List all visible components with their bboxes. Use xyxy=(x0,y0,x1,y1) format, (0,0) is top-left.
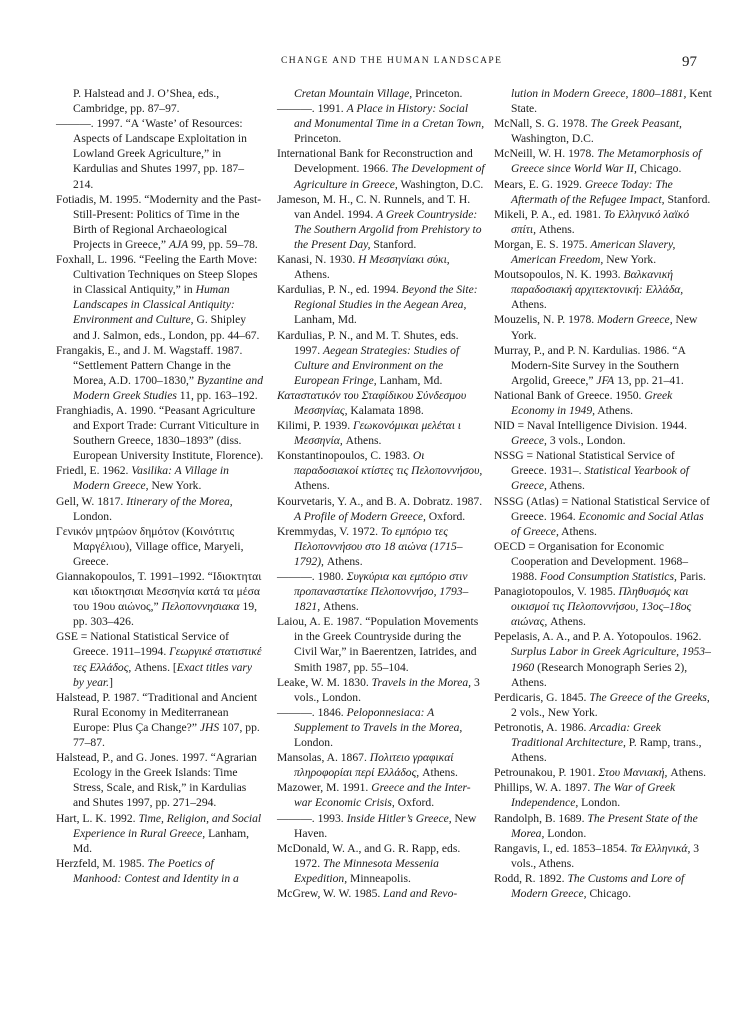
reference-entry: Konstantinopoulos, C. 1983. Οι παραδοσιακοί κτίστες τις Πελοποννήσου, Athens. xyxy=(277,449,483,493)
reference-entry: McNeill, W. H. 1978. The Metamorphosis of Greece since World War II, Chicago. xyxy=(494,147,702,176)
reference-entry: Mazower, M. 1991. Greece and the Inter-war Economic Crisis, Oxford. xyxy=(277,781,471,810)
running-title: CHANGE AND THE HUMAN LANDSCAPE xyxy=(281,56,503,66)
reference-entry: McDonald, W. A., and G. R. Rapp, eds. 1972. The Minnesota Messenia Expedition, Minneapolis. xyxy=(277,841,461,885)
reference-entry: Hart, L. K. 1992. Time, Religion, and Social Experience in Rural Greece, Lanham, Md. xyxy=(56,811,262,855)
reference-entry: McGrew, W. W. 1985. Land and Revo- xyxy=(277,886,458,900)
reference-entry: Giannakopoulos, T. 1991–1992. “Ιδιοκτηται και ιδιοκτησιαι Μεσσηνία κατά τα μέσα του 19ου αιώνος,” Πελοποννησιακα 19, pp. 303–426. xyxy=(56,570,262,629)
reference-entry: Frangakis, E., and J. M. Wagstaff. 1987. “Settlement Pattern Change in the Morea, A.D. 1700–1830,” Byzantine and Modern Greek Studies 11, pp. 163–192. xyxy=(56,343,263,402)
reference-entry: lution in Modern Greece, 1800–1881, Kent State. xyxy=(511,87,712,116)
reference-entry: Murray, P., and P. N. Kardulias. 1986. “A Modern-Site Survey in the Southern Argolid, Greece,” JFA 13, pp. 21–41. xyxy=(494,343,686,387)
reference-entry: Moutsopoulos, N. K. 1993. Βαλκανική παραδοσιακή αρχιτεκτονική: Ελλάδα, Athens. xyxy=(494,268,684,312)
reference-entry: Mikeli, P. A., ed. 1981. Το Ελληνικό λαϊκό σπίτι, Athens. xyxy=(494,207,690,236)
reference-entry: Γενικόν μητρώον δημότον (Κοινότιτις Μαργέλιου), Village office, Maryeli, Greece. xyxy=(56,524,244,568)
reference-entry: National Bank of Greece. 1950. Greek Economy in 1949, Athens. xyxy=(494,388,673,417)
reference-entry: Franghiadis, A. 1990. “Peasant Agriculture and Export Trade: Currant Viticulture in Southern Greece, 1830–1893” (diss. European University Institute, Florence). xyxy=(56,403,264,463)
reference-entry: Gell, W. 1817. Itinerary of the Morea, London. xyxy=(56,494,233,523)
reference-entry: McNall, S. G. 1978. The Greek Peasant, Washington, D.C. xyxy=(494,117,682,146)
reference-entry: Rodd, R. 1892. The Customs and Lore of Modern Greece, Chicago. xyxy=(494,871,685,900)
reference-entry: Cretan Mountain Village, Princeton. xyxy=(294,87,463,100)
reference-entry: Καταστατικόν του Σταφίδικου Σύνδεσμου Μεσσηνίας, Kalamata 1898. xyxy=(277,388,467,417)
reference-entry: OECD = Organisation for Economic Cooperation and Development. 1968–1988. Food Consumption Statistics, Paris. xyxy=(494,539,706,583)
reference-entry: Perdicaris, G. 1845. The Greece of the Greeks, 2 vols., New York. xyxy=(494,690,710,719)
reference-entry: Mears, E. G. 1929. Greece Today: The Aftermath of the Refugee Impact, Stanford. xyxy=(494,177,711,206)
reference-entry: Kremmydas, V. 1972. Το εμπόριο τες Πελοποννήσου στο 18 αιώνα (1715–1792), Athens. xyxy=(277,524,463,568)
reference-entry: Kilimi, P. 1939. Γεωκονόμικαι μελέται ι Μεσσηνία, Athens. xyxy=(277,419,462,448)
reference-entry: Kardulias, P. N., ed. 1994. Beyond the Site: Regional Studies in the Aegean Area, Lanham, Md. xyxy=(277,283,478,327)
reference-entry: Kourvetaris, Y. A., and B. A. Dobratz. 1987. A Profile of Modern Greece, Oxford. xyxy=(277,494,483,523)
reference-entry: Rangavis, I., ed. 1853–1854. Τα Ελληνικά, 3 vols., Athens. xyxy=(494,841,700,870)
reference-entry: ———. 1993. Inside Hitler’s Greece, New Haven. xyxy=(277,811,477,840)
reference-entry: Phillips, W. A. 1897. The War of Greek Independence, London. xyxy=(494,781,676,810)
reference-entry: Randolph, B. 1689. The Present State of the Morea, London. xyxy=(494,811,698,840)
reference-entry: NID = Naval Intelligence Division. 1944. Greece, 3 vols., London. xyxy=(494,419,687,448)
bibliography-column-2 xyxy=(277,86,487,901)
reference-entry: Laiou, A. E. 1987. “Population Movements in the Greek Countryside during the Civil War,” in Baerentzen, Iatrides, and Smith 1987, pp. 55–104. xyxy=(277,615,479,674)
reference-entry: P. Halstead and J. O’Shea, eds., Cambridge, pp. 87–97. xyxy=(73,87,220,116)
reference-entry: GSE = National Statistical Service of Greece. 1911–1994. Γεωργικέ στατιστικέ τες Ελλάδος, Athens. [Exact titles vary by year.] xyxy=(56,630,262,689)
reference-entry: Friedl, E. 1962. Vasilika: A Village in Modern Greece, New York. xyxy=(56,464,229,493)
reference-entry: Mansolas, A. 1867. Πολιτειο γραφικαί πληροφορίαι περί Ελλάδος, Athens. xyxy=(277,751,458,780)
reference-entry: NSSG (Atlas) = National Statistical Service of Greece. 1964. Economic and Social Atlas of Greece, Athens. xyxy=(494,494,710,538)
reference-entry: Pepelasis, A. A., and P. A. Yotopoulos. 1962. Surplus Labor in Greek Agriculture, 1953–1960 (Research Monograph Series 2), Athens. xyxy=(494,630,711,689)
reference-entry: ———. 1980. Συγκύρια και εμπόριο στιν προπαναστατίκε Πελοποννήσο, 1793–1821, Athens. xyxy=(277,570,469,614)
reference-entry: Fotiadis, M. 1995. “Modernity and the Past-Still-Present: Politics of Time in the Birth of Regional Archaeological Projects in Greece,” AJA 99, pp. 59–78. xyxy=(56,192,262,251)
reference-entry: Panagiotopoulos, V. 1985. Πληθυσμός και οικισμοί τις Πελοποννήσου, 13ος–18ος αιώνας, Athens. xyxy=(494,585,692,629)
reference-entry: Petrounakou, P. 1901. Στου Μανιακή, Athens. xyxy=(494,766,707,780)
reference-entry: Kanasi, N. 1930. Η Μεσσηνίακι σύκι, Athens. xyxy=(277,253,450,282)
reference-entry: Foxhall, L. 1996. “Feeling the Earth Move: Cultivation Techniques on Steep Slopes in Classical Antiquity,” in Human Landscapes in Classical Antiquity: Environment and Culture, G. Shipley and J. Salmon, eds., London, pp. 44–67. xyxy=(56,253,260,342)
reference-entry: Leake, W. M. 1830. Travels in the Morea, 3 vols., London. xyxy=(277,675,480,704)
bibliography-column-1 xyxy=(56,86,264,886)
reference-entry: ———. 1997. “A ‘Waste’ of Resources: Aspects of Landscape Exploitation in Lowland Greek Agriculture,” in Kardulias and Shutes 1997, pp. 187–214. xyxy=(56,117,247,191)
bibliography-column-3 xyxy=(494,86,712,901)
reference-entry: Halstead, P., and G. Jones. 1997. “Agrarian Ecology in the Greek Islands: Time Stress, Scale, and Risk,” in Kardulias and Shutes 1997, pp. 271–294. xyxy=(56,751,257,810)
reference-entry: Kardulias, P. N., and M. T. Shutes, eds. 1997. Aegean Strategies: Studies of Culture and Environment on the European Fringe, Lanham, Md. xyxy=(277,328,460,387)
reference-entry: ———. 1991. A Place in History: Social and Monumental Time in a Cretan Town, Princeton. xyxy=(277,102,485,146)
reference-entry: Jameson, M. H., C. N. Runnels, and T. H. van Andel. 1994. A Greek Countryside: The Southern Argolid from Prehistory to the Present Day, Stanford. xyxy=(277,192,482,251)
reference-entry: Morgan, E. S. 1975. American Slavery, American Freedom, New York. xyxy=(494,237,676,267)
reference-entry: International Bank for Reconstruction and Development. 1966. The Development of Agriculture in Greece, Washington, D.C. xyxy=(277,147,485,191)
running-header xyxy=(0,56,742,76)
page-number: 97 xyxy=(682,54,697,70)
reference-entry: Halstead, P. 1987. “Traditional and Ancient Rural Economy in Mediterranean Europe: Plus Ça Change?” JHS 107, pp. 77–87. xyxy=(56,690,260,750)
reference-entry: Mouzelis, N. P. 1978. Modern Greece, New York. xyxy=(494,313,698,342)
reference-entry: Petronotis, A. 1986. Arcadia: Greek Traditional Architecture, P. Ramp, trans., Athens. xyxy=(494,720,702,765)
reference-entry: Herzfeld, M. 1985. The Poetics of Manhood: Contest and Identity in a xyxy=(56,856,239,885)
reference-entry: ———. 1846. Peloponnesiaca: A Supplement to Travels in the Morea, London. xyxy=(277,705,463,750)
reference-entry: NSSG = National Statistical Service of Greece. 1931–. Statistical Yearbook of Greece, Athens. xyxy=(494,449,689,493)
